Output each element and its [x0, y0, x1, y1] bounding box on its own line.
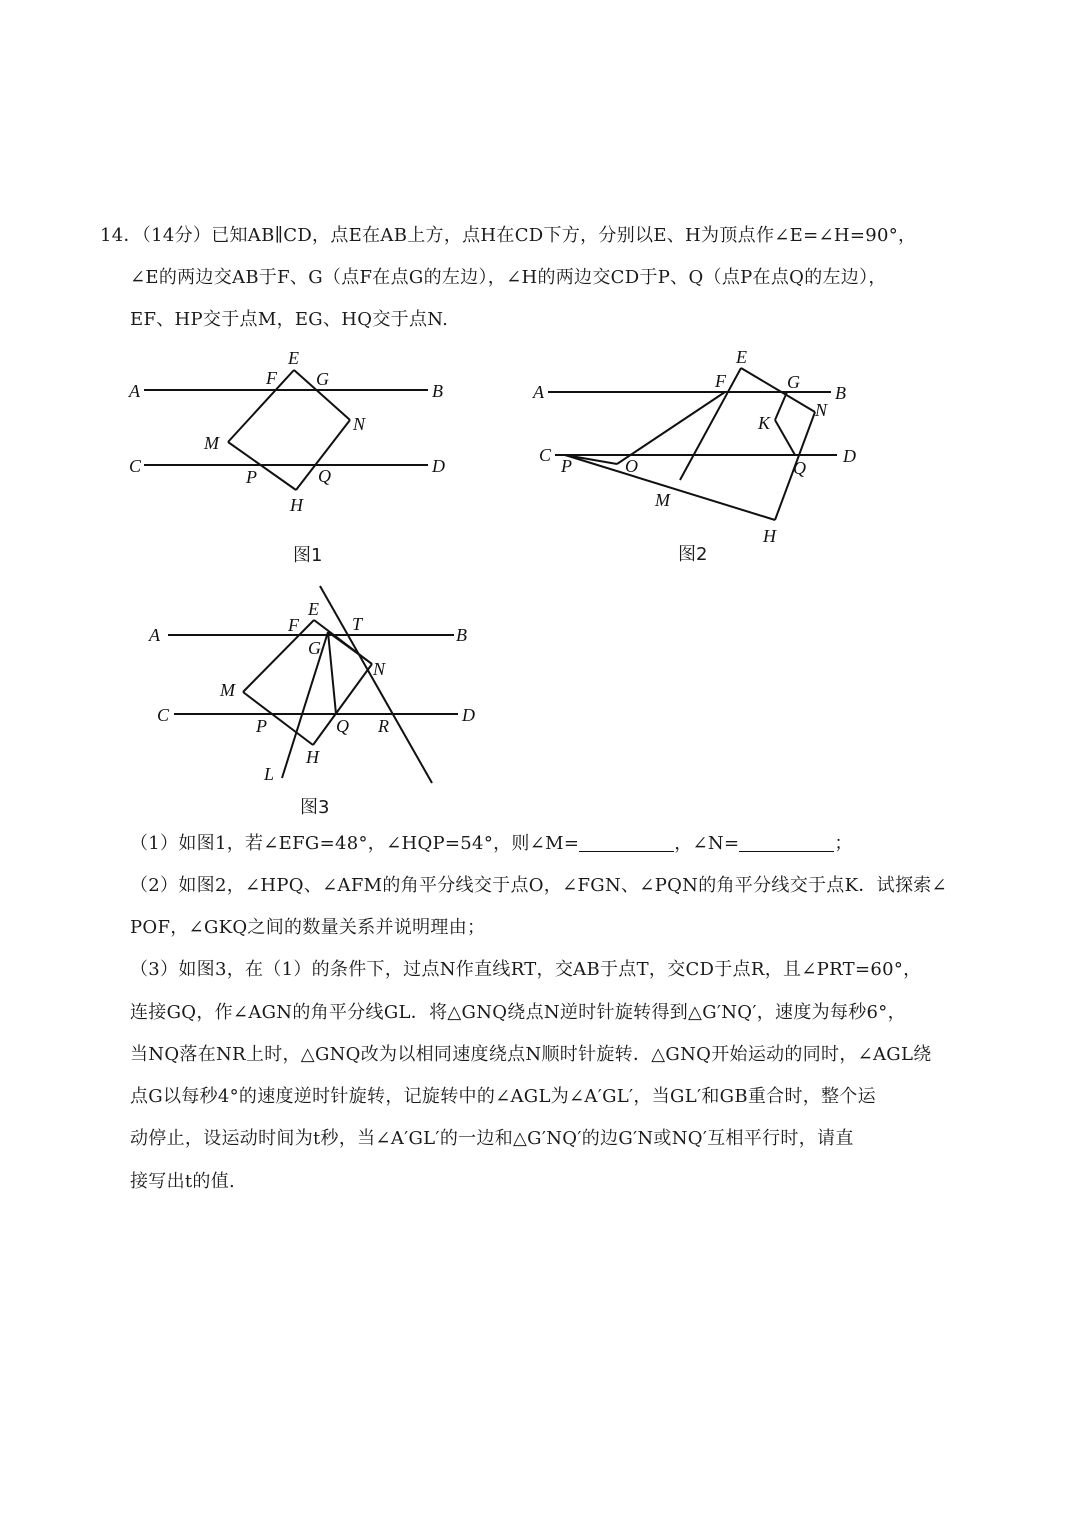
fig3-seg-em — [243, 620, 314, 692]
fig2-label-m: M — [655, 490, 670, 510]
fig2-label-g: G — [787, 372, 800, 392]
q1-blank-m[interactable] — [579, 833, 674, 852]
q1-text-b: ，∠N= — [674, 833, 740, 854]
fig3-label-b: B — [456, 625, 467, 645]
fig3-seg-gl — [282, 632, 328, 778]
question-3-line-3: 当NQ落在NR上时，△GNQ改为以相同速度绕点N顺时针旋转．△GNQ开始运动的同时，∠AGL绕 — [130, 1044, 932, 1065]
fig3-label-p: P — [256, 716, 267, 736]
fig1-label-a: A — [129, 381, 140, 401]
fig3-label-n: N — [373, 659, 386, 679]
fig2-seg-em — [680, 368, 741, 480]
fig3-label-l: L — [264, 764, 275, 784]
fig1-label-e: E — [288, 348, 299, 368]
fig1-seg-em — [228, 370, 294, 442]
fig2-label-n: N — [815, 400, 828, 420]
fig2-seg-kq — [775, 420, 795, 455]
fig3-label-a: A — [149, 625, 160, 645]
fig2-label-a: A — [533, 382, 544, 402]
fig3-label-h: H — [306, 747, 319, 767]
fig1-label-q: Q — [318, 466, 331, 486]
fig2-label-q: Q — [793, 458, 806, 478]
fig3-seg-mh — [243, 692, 313, 745]
fig1-label-m: M — [204, 433, 219, 453]
fig1-label-h: H — [290, 495, 303, 515]
fig2-seg-gk — [775, 392, 787, 420]
q1-text-c: ； — [834, 833, 853, 854]
q1-text-a: （1）如图1，若∠EFG=48°，∠HQP=54°，则∠M= — [130, 833, 580, 854]
fig3-label-r: R — [378, 716, 389, 736]
problem-line-1: 14．（14分）已知AB∥CD，点E在AB上方，点H在CD下方，分别以E、H为顶点作∠E=∠H=90°， — [100, 225, 917, 246]
figure-1-caption: 图1 — [293, 545, 323, 566]
fig1-label-n: N — [353, 414, 366, 434]
figure-2-caption: 图2 — [678, 544, 708, 565]
fig3-label-m: M — [220, 680, 235, 700]
figure-1 — [120, 340, 460, 524]
fig2-label-k: K — [758, 413, 771, 433]
fig1-label-c: C — [129, 456, 142, 476]
fig2-label-d: D — [843, 446, 856, 466]
fig2-label-o: O — [625, 456, 638, 476]
fig2-label-p: P — [561, 456, 572, 476]
question-2-line-1: （2）如图2，∠HPQ、∠AFM的角平分线交于点O，∠FGN、∠PQN的角平分线交于点K．试探索∠ — [130, 875, 947, 896]
fig1-label-f: F — [266, 368, 277, 388]
fig2-label-b: B — [835, 383, 846, 403]
question-3-line-2: 连接GQ，作∠AGN的角平分线GL．将△GNQ绕点N逆时针旋转得到△G′NQ′，速度为每秒6°， — [130, 1002, 906, 1023]
q1-blank-n[interactable] — [739, 833, 834, 852]
fig3-seg-gq — [328, 632, 336, 714]
fig3-label-e: E — [308, 599, 319, 619]
fig3-line-rt — [320, 586, 432, 783]
fig2-label-c: C — [539, 445, 552, 465]
fig3-label-g: G — [308, 638, 321, 658]
fig2-seg-ph — [565, 455, 775, 520]
fig3-label-t: T — [352, 614, 363, 634]
fig2-label-h: H — [763, 526, 776, 546]
fig3-label-c: C — [157, 705, 170, 725]
fig1-label-d: D — [432, 456, 445, 476]
question-2-line-2: POF，∠GKQ之间的数量关系并说明理由； — [130, 917, 486, 938]
question-3-line-1: （3）如图3，在（1）的条件下，过点N作直线RT，交AB于点T，交CD于点R，且∠PRT=60°， — [130, 959, 922, 980]
fig3-label-f: F — [288, 615, 299, 635]
figure-2 — [525, 340, 865, 554]
problem-line-2: ∠E的两边交AB于F、G（点F在点G的左边），∠H的两边交CD于P、Q（点P在点Q的左边）， — [130, 267, 887, 288]
fig2-seg-en — [741, 368, 815, 412]
question-3-line-4: 点G以每秒4°的速度逆时针旋转，记旋转中的∠AGL为∠A′GL′，当GL′和GB重合时，整个运 — [130, 1086, 876, 1107]
problem-line-3: EF、HP交于点M，EG、HQ交于点N. — [130, 309, 449, 330]
fig2-label-f: F — [715, 371, 726, 391]
figure-3-caption: 图3 — [300, 797, 330, 818]
question-3-line-5: 动停止，设运动时间为t秒，当∠A′GL′的一边和△G′NQ′的边G′N或NQ′互相平行时，请直 — [130, 1128, 854, 1149]
fig1-label-g: G — [316, 369, 329, 389]
fig3-label-q: Q — [336, 716, 349, 736]
fig3-label-d: D — [462, 705, 475, 725]
figure-3 — [140, 580, 490, 799]
fig1-label-p: P — [246, 467, 257, 487]
fig1-label-b: B — [432, 381, 443, 401]
question-3-line-6: 接写出t的值. — [130, 1171, 236, 1192]
question-1 — [130, 832, 853, 856]
fig2-label-e: E — [736, 347, 747, 367]
